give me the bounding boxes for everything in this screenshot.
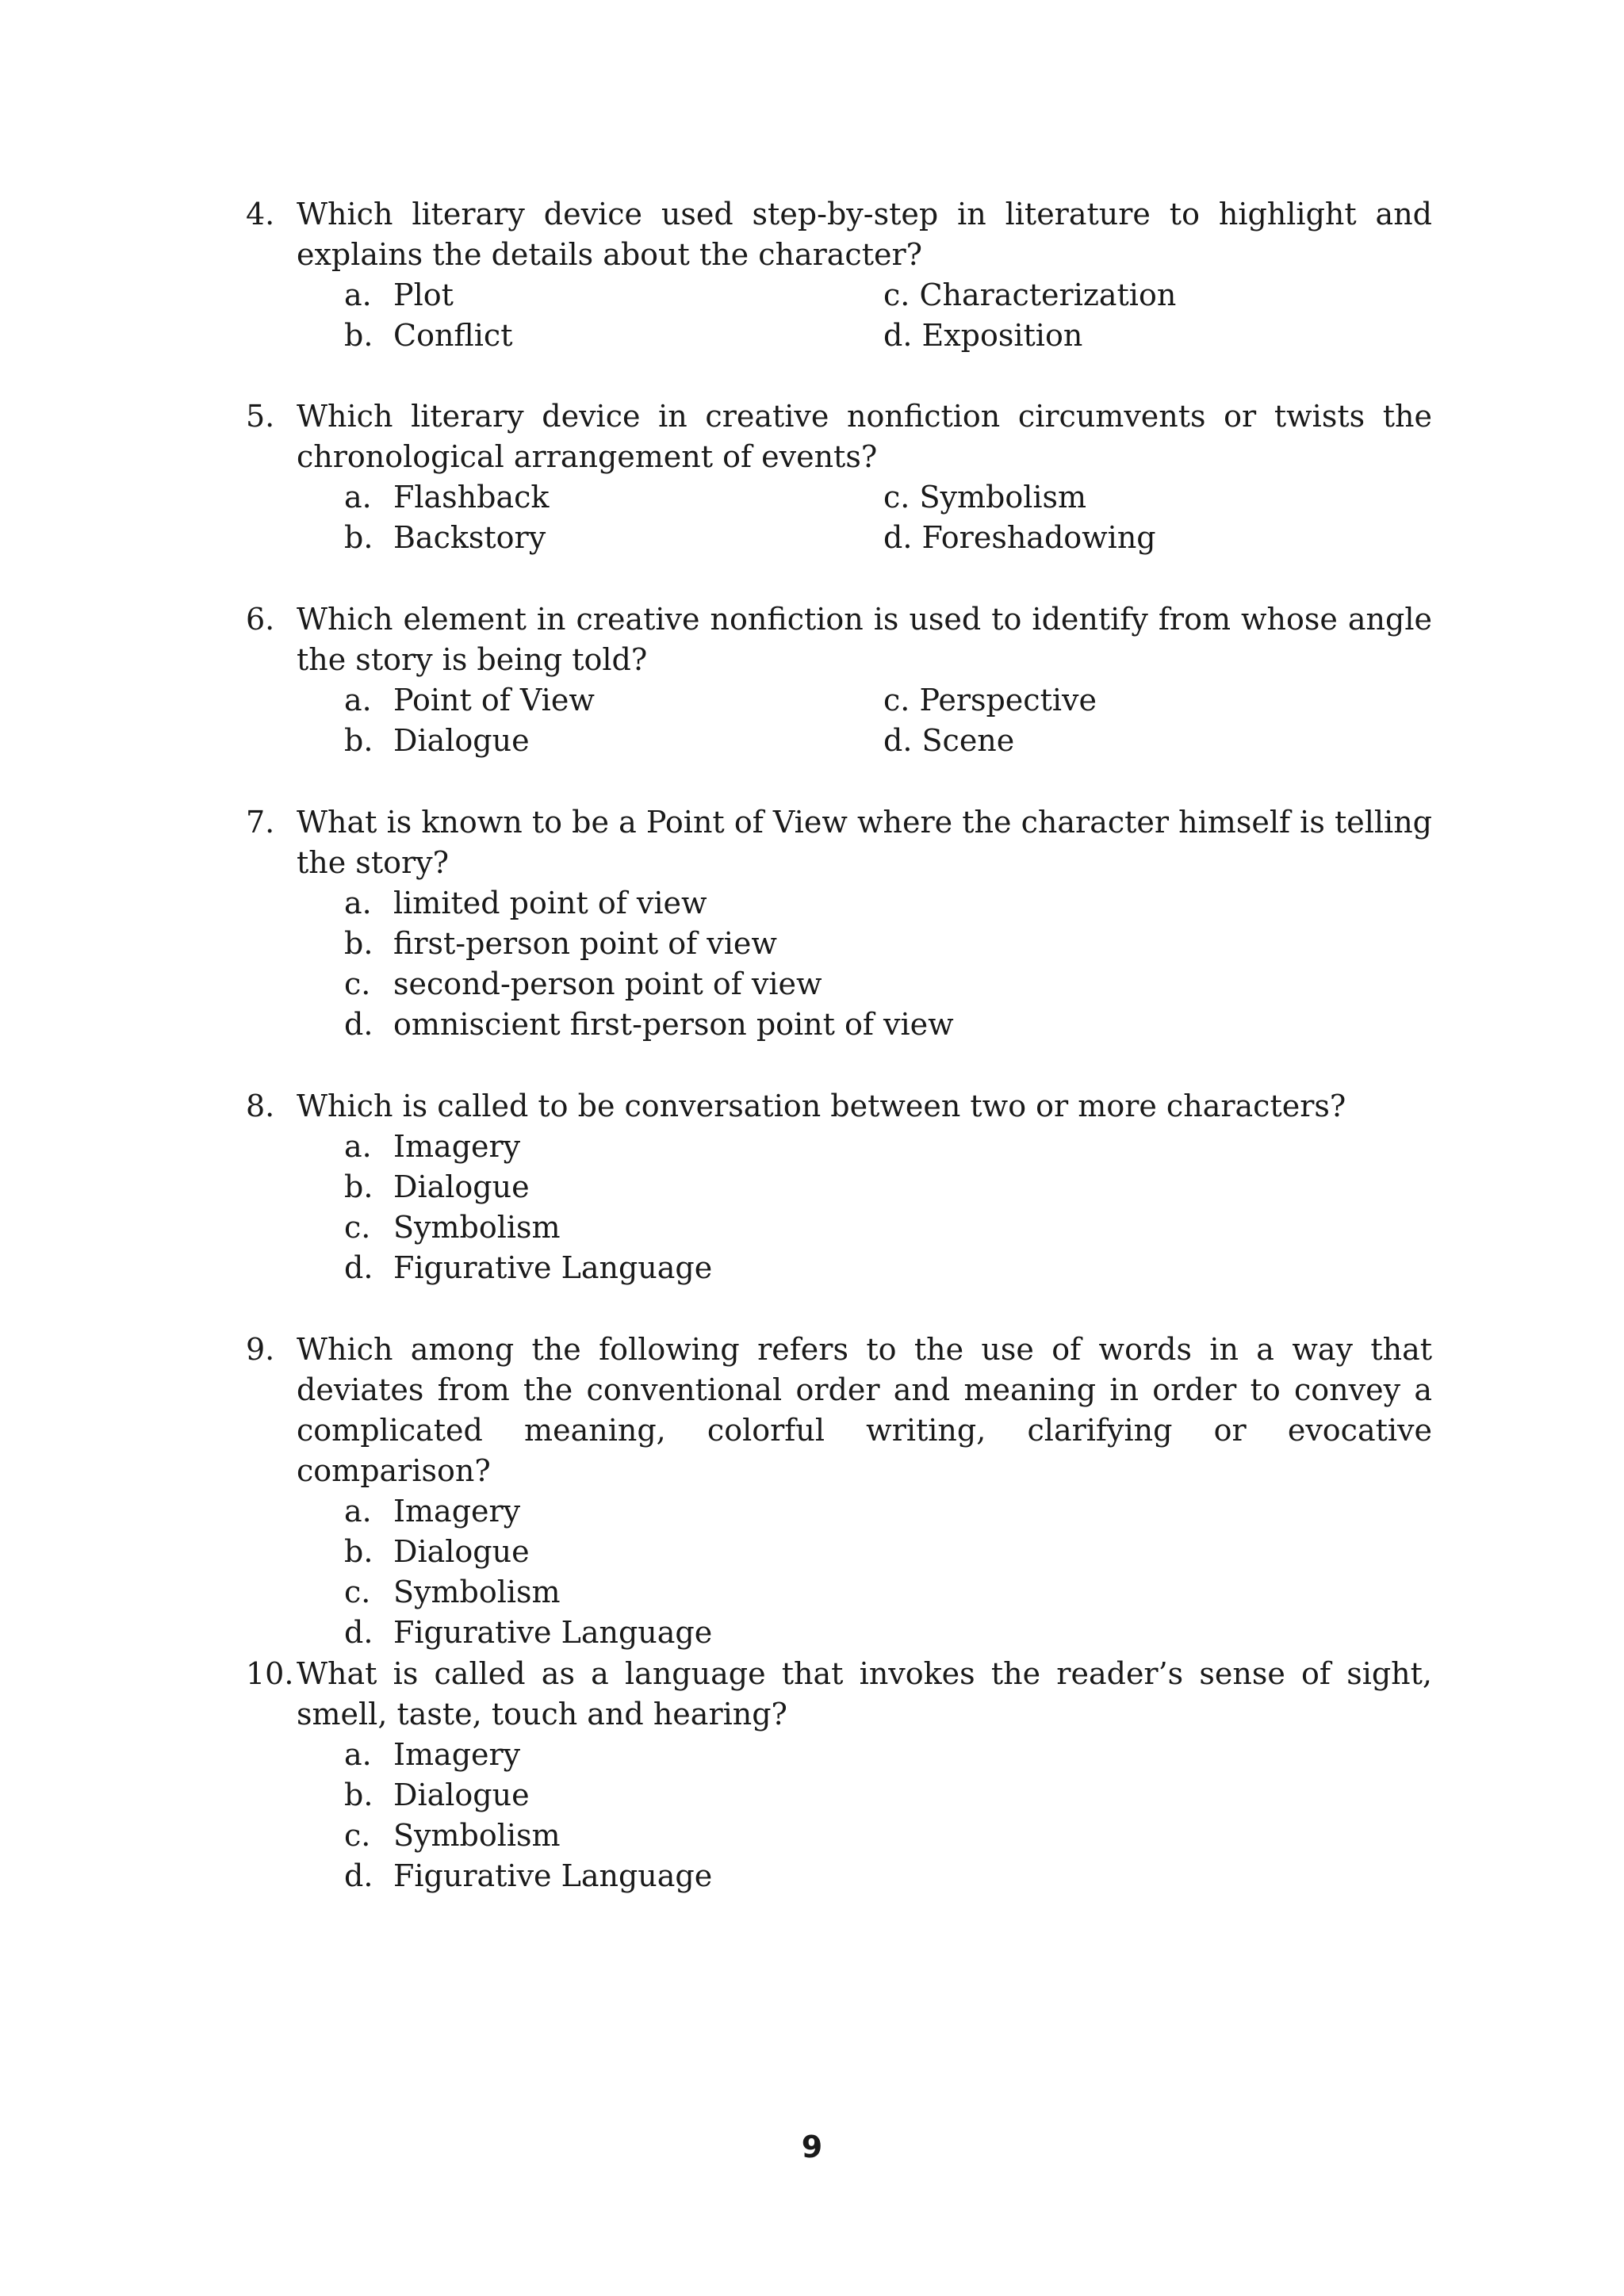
option-b xyxy=(344,1532,1432,1572)
question-10 xyxy=(246,1654,1432,1896)
option-letter: d. xyxy=(344,1250,373,1285)
option-text: Dialogue xyxy=(393,1169,530,1204)
option-d xyxy=(344,1613,1432,1653)
option-text: Characterization xyxy=(919,277,1177,312)
option-d xyxy=(344,1856,1432,1896)
option-c xyxy=(883,477,1438,518)
option-letter: b. xyxy=(344,926,373,961)
option-text: Figurative Language xyxy=(393,1858,713,1893)
question-4-stem xyxy=(246,194,1432,275)
option-text: Symbolism xyxy=(393,1575,561,1609)
question-10-options xyxy=(344,1735,1432,1896)
question-4-options xyxy=(344,275,1432,356)
question-number: 4. xyxy=(246,197,275,232)
option-c xyxy=(344,1572,1432,1613)
option-letter: b. xyxy=(344,520,373,555)
question-8 xyxy=(246,1086,1432,1288)
option-text: Point of View xyxy=(393,683,595,718)
option-b xyxy=(344,1167,1432,1207)
option-letter: c. xyxy=(344,1210,371,1245)
option-text: second-person point of view xyxy=(393,966,822,1001)
option-letter: d. xyxy=(883,318,913,353)
option-text: Symbolism xyxy=(393,1210,561,1245)
option-a xyxy=(344,680,883,721)
option-text: Dialogue xyxy=(393,1777,530,1812)
option-text: Dialogue xyxy=(393,723,530,758)
question-text: Which among the following refers to the use of words in a way that deviates from the conventional order and meaning in order to convey a complicated meaning, colorful writing, clarifying or evocative comparison? xyxy=(297,1332,1432,1488)
option-b xyxy=(344,721,883,761)
option-letter: a. xyxy=(344,480,372,515)
option-a xyxy=(344,883,1432,924)
question-number: 9. xyxy=(246,1332,275,1367)
option-text: Imagery xyxy=(393,1494,521,1529)
option-letter: a. xyxy=(344,1129,372,1164)
question-text: What is called as a language that invokes the reader’s sense of sight, smell, taste, touch and hearing? xyxy=(297,1656,1432,1732)
option-letter: d. xyxy=(883,520,913,555)
option-letter: b. xyxy=(344,1777,373,1812)
question-6-stem xyxy=(246,599,1432,680)
option-text: Scene xyxy=(921,723,1015,758)
option-text: omniscient first-person point of view xyxy=(393,1007,954,1042)
question-number: 7. xyxy=(246,805,275,840)
option-text: Backstory xyxy=(393,520,546,555)
option-letter: b. xyxy=(344,1534,373,1569)
option-a xyxy=(344,1127,1432,1167)
option-text: Foreshadowing xyxy=(921,520,1156,555)
question-9 xyxy=(246,1330,1432,1653)
option-a xyxy=(344,1491,1432,1532)
option-d xyxy=(344,1248,1432,1288)
option-d xyxy=(883,316,1438,356)
question-4 xyxy=(246,194,1432,356)
question-text: Which is called to be conversation between two or more characters? xyxy=(297,1089,1346,1123)
option-letter: d. xyxy=(344,1615,373,1650)
option-c xyxy=(883,275,1438,316)
option-letter: d. xyxy=(883,723,913,758)
page-number: 9 xyxy=(801,2130,823,2164)
question-9-options xyxy=(344,1491,1432,1653)
option-letter: c. xyxy=(344,1575,371,1609)
option-letter: d. xyxy=(344,1007,373,1042)
option-d xyxy=(883,721,1438,761)
option-text: Symbolism xyxy=(919,480,1087,515)
option-text: Exposition xyxy=(921,318,1083,353)
option-letter: b. xyxy=(344,723,373,758)
question-7-options xyxy=(344,883,1432,1045)
option-text: Imagery xyxy=(393,1129,521,1164)
question-8-options xyxy=(344,1127,1432,1288)
option-letter: b. xyxy=(344,318,373,353)
question-number: 5. xyxy=(246,399,275,434)
question-5 xyxy=(246,396,1432,558)
option-text: Symbolism xyxy=(393,1818,561,1853)
option-letter: a. xyxy=(344,1494,372,1529)
option-text: limited point of view xyxy=(393,886,707,920)
option-text: Flashback xyxy=(393,480,550,515)
option-letter: c. xyxy=(883,277,910,312)
question-number: 6. xyxy=(246,602,275,637)
option-text: Plot xyxy=(393,277,454,312)
option-text: Figurative Language xyxy=(393,1615,713,1650)
question-9-stem xyxy=(246,1330,1432,1491)
option-text: Imagery xyxy=(393,1737,521,1772)
option-text: Dialogue xyxy=(393,1534,530,1569)
option-letter: d. xyxy=(344,1858,373,1893)
option-c xyxy=(883,680,1438,721)
question-6 xyxy=(246,599,1432,761)
option-letter: c. xyxy=(344,966,371,1001)
option-text: Figurative Language xyxy=(393,1250,713,1285)
question-number: 10. xyxy=(246,1656,294,1691)
option-text: first-person point of view xyxy=(393,926,777,961)
question-10-stem xyxy=(246,1654,1432,1735)
question-number: 8. xyxy=(246,1089,275,1123)
option-d xyxy=(883,518,1438,558)
question-8-stem xyxy=(246,1086,1432,1127)
option-letter: a. xyxy=(344,1737,372,1772)
option-a xyxy=(344,275,883,316)
option-letter: a. xyxy=(344,683,372,718)
question-text: What is known to be a Point of View where the character himself is telling the story? xyxy=(297,805,1432,880)
option-a xyxy=(344,477,883,518)
question-text: Which element in creative nonfiction is used to identify from whose angle the story is being told? xyxy=(297,602,1432,677)
question-7 xyxy=(246,802,1432,1045)
option-text: Perspective xyxy=(919,683,1097,718)
question-5-options xyxy=(344,477,1432,558)
option-c xyxy=(344,1207,1432,1248)
question-text: Which literary device used step-by-step in literature to highlight and explains the details about the character? xyxy=(297,197,1432,272)
option-c xyxy=(344,964,1432,1004)
option-letter: c. xyxy=(883,480,910,515)
option-a xyxy=(344,1735,1432,1775)
option-letter: c. xyxy=(344,1818,371,1853)
option-text: Conflict xyxy=(393,318,513,353)
question-5-stem xyxy=(246,396,1432,477)
option-d xyxy=(344,1004,1432,1045)
option-b xyxy=(344,316,883,356)
option-letter: c. xyxy=(883,683,910,718)
question-7-stem xyxy=(246,802,1432,883)
question-text: Which literary device in creative nonfiction circumvents or twists the chronological arrangement of events? xyxy=(297,399,1432,474)
option-c xyxy=(344,1816,1432,1856)
option-letter: a. xyxy=(344,886,372,920)
question-6-options xyxy=(344,680,1432,761)
option-b xyxy=(344,518,883,558)
option-letter: b. xyxy=(344,1169,373,1204)
option-b xyxy=(344,1775,1432,1816)
option-b xyxy=(344,924,1432,964)
option-letter: a. xyxy=(344,277,372,312)
